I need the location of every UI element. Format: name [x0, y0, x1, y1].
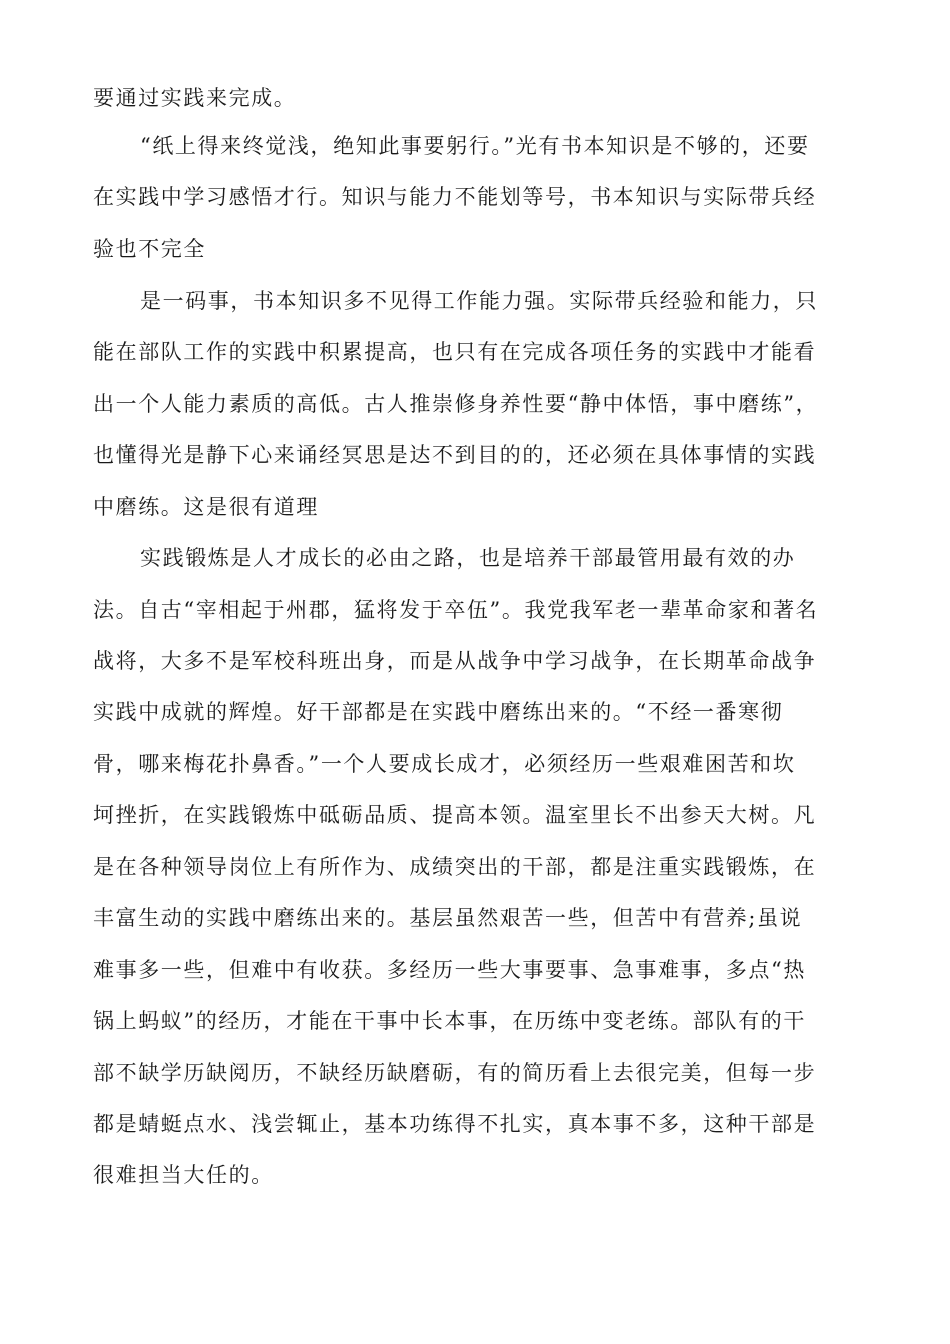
text-line: 中磨练。这是很有道理 [93, 495, 319, 519]
text-line: 在实践中学习感悟才行。知识与能力不能划等号，书本知识与实际带兵经 [93, 185, 817, 209]
text-line: 是在各种领导岗位上有所作为、成绩突出的干部，都是注重实践锻炼，在 [93, 855, 817, 879]
text-line: 能在部队工作的实践中积累提高，也只有在完成各项任务的实践中才能看 [93, 340, 817, 364]
text-line: 丰富生动的实践中磨练出来的。基层虽然艰苦一些，但苦中有营养;虽说 [93, 906, 803, 930]
text-line: 也懂得光是静下心来诵经冥思是达不到目的的，还必须在具体事情的实践 [93, 443, 817, 467]
text-line: 法。自古“宰相起于州郡，猛将发于卒伍”。我党我军老一辈革命家和著名 [93, 598, 819, 622]
text-line: 坷挫折，在实践锻炼中砥砺品质、提高本领。温室里长不出参天大树。凡 [93, 803, 817, 827]
text-line: 难事多一些，但难中有收获。多经历一些大事要事、急事难事，多点“热 [93, 958, 806, 982]
text-line: 锅上蚂蚁”的经历，才能在干事中长本事，在历练中变老练。部队有的干 [93, 1009, 806, 1033]
paragraph-start-line: “纸上得来终觉浅，绝知此事要躬行。”光有书本知识是不够的，还要 [140, 134, 810, 158]
text-line: 都是蜻蜓点水、浅尝辄止，基本功练得不扎实，真本事不多，这种干部是 [93, 1112, 817, 1136]
paragraph-start-line: 实践锻炼是人才成长的必由之路，也是培养干部最管用最有效的办 [140, 546, 796, 570]
paragraph-start-line: 是一码事，书本知识多不见得工作能力强。实际带兵经验和能力，只 [140, 289, 818, 313]
text-line: 验也不完全 [93, 237, 206, 261]
text-line: 出一个人能力素质的高低。古人推崇修身养性要“静中体悟，事中磨练”， [93, 392, 819, 416]
text-line: 很难担当大任的。 [93, 1163, 274, 1187]
text-line: 实践中成就的辉煌。好干部都是在实践中磨练出来的。“不经一番寒彻 [93, 700, 784, 724]
text-line: 战将，大多不是军校科班出身，而是从战争中学习战争，在长期革命战争 [93, 649, 817, 673]
text-line: 要通过实践来完成。 [93, 86, 297, 110]
text-line: 骨，哪来梅花扑鼻香。”一个人要成长成才，必须经历一些艰难困苦和坎 [93, 752, 796, 776]
text-line: 部不缺学历缺阅历，不缺经历缺磨砺，有的简历看上去很完美，但每一步 [93, 1061, 817, 1085]
